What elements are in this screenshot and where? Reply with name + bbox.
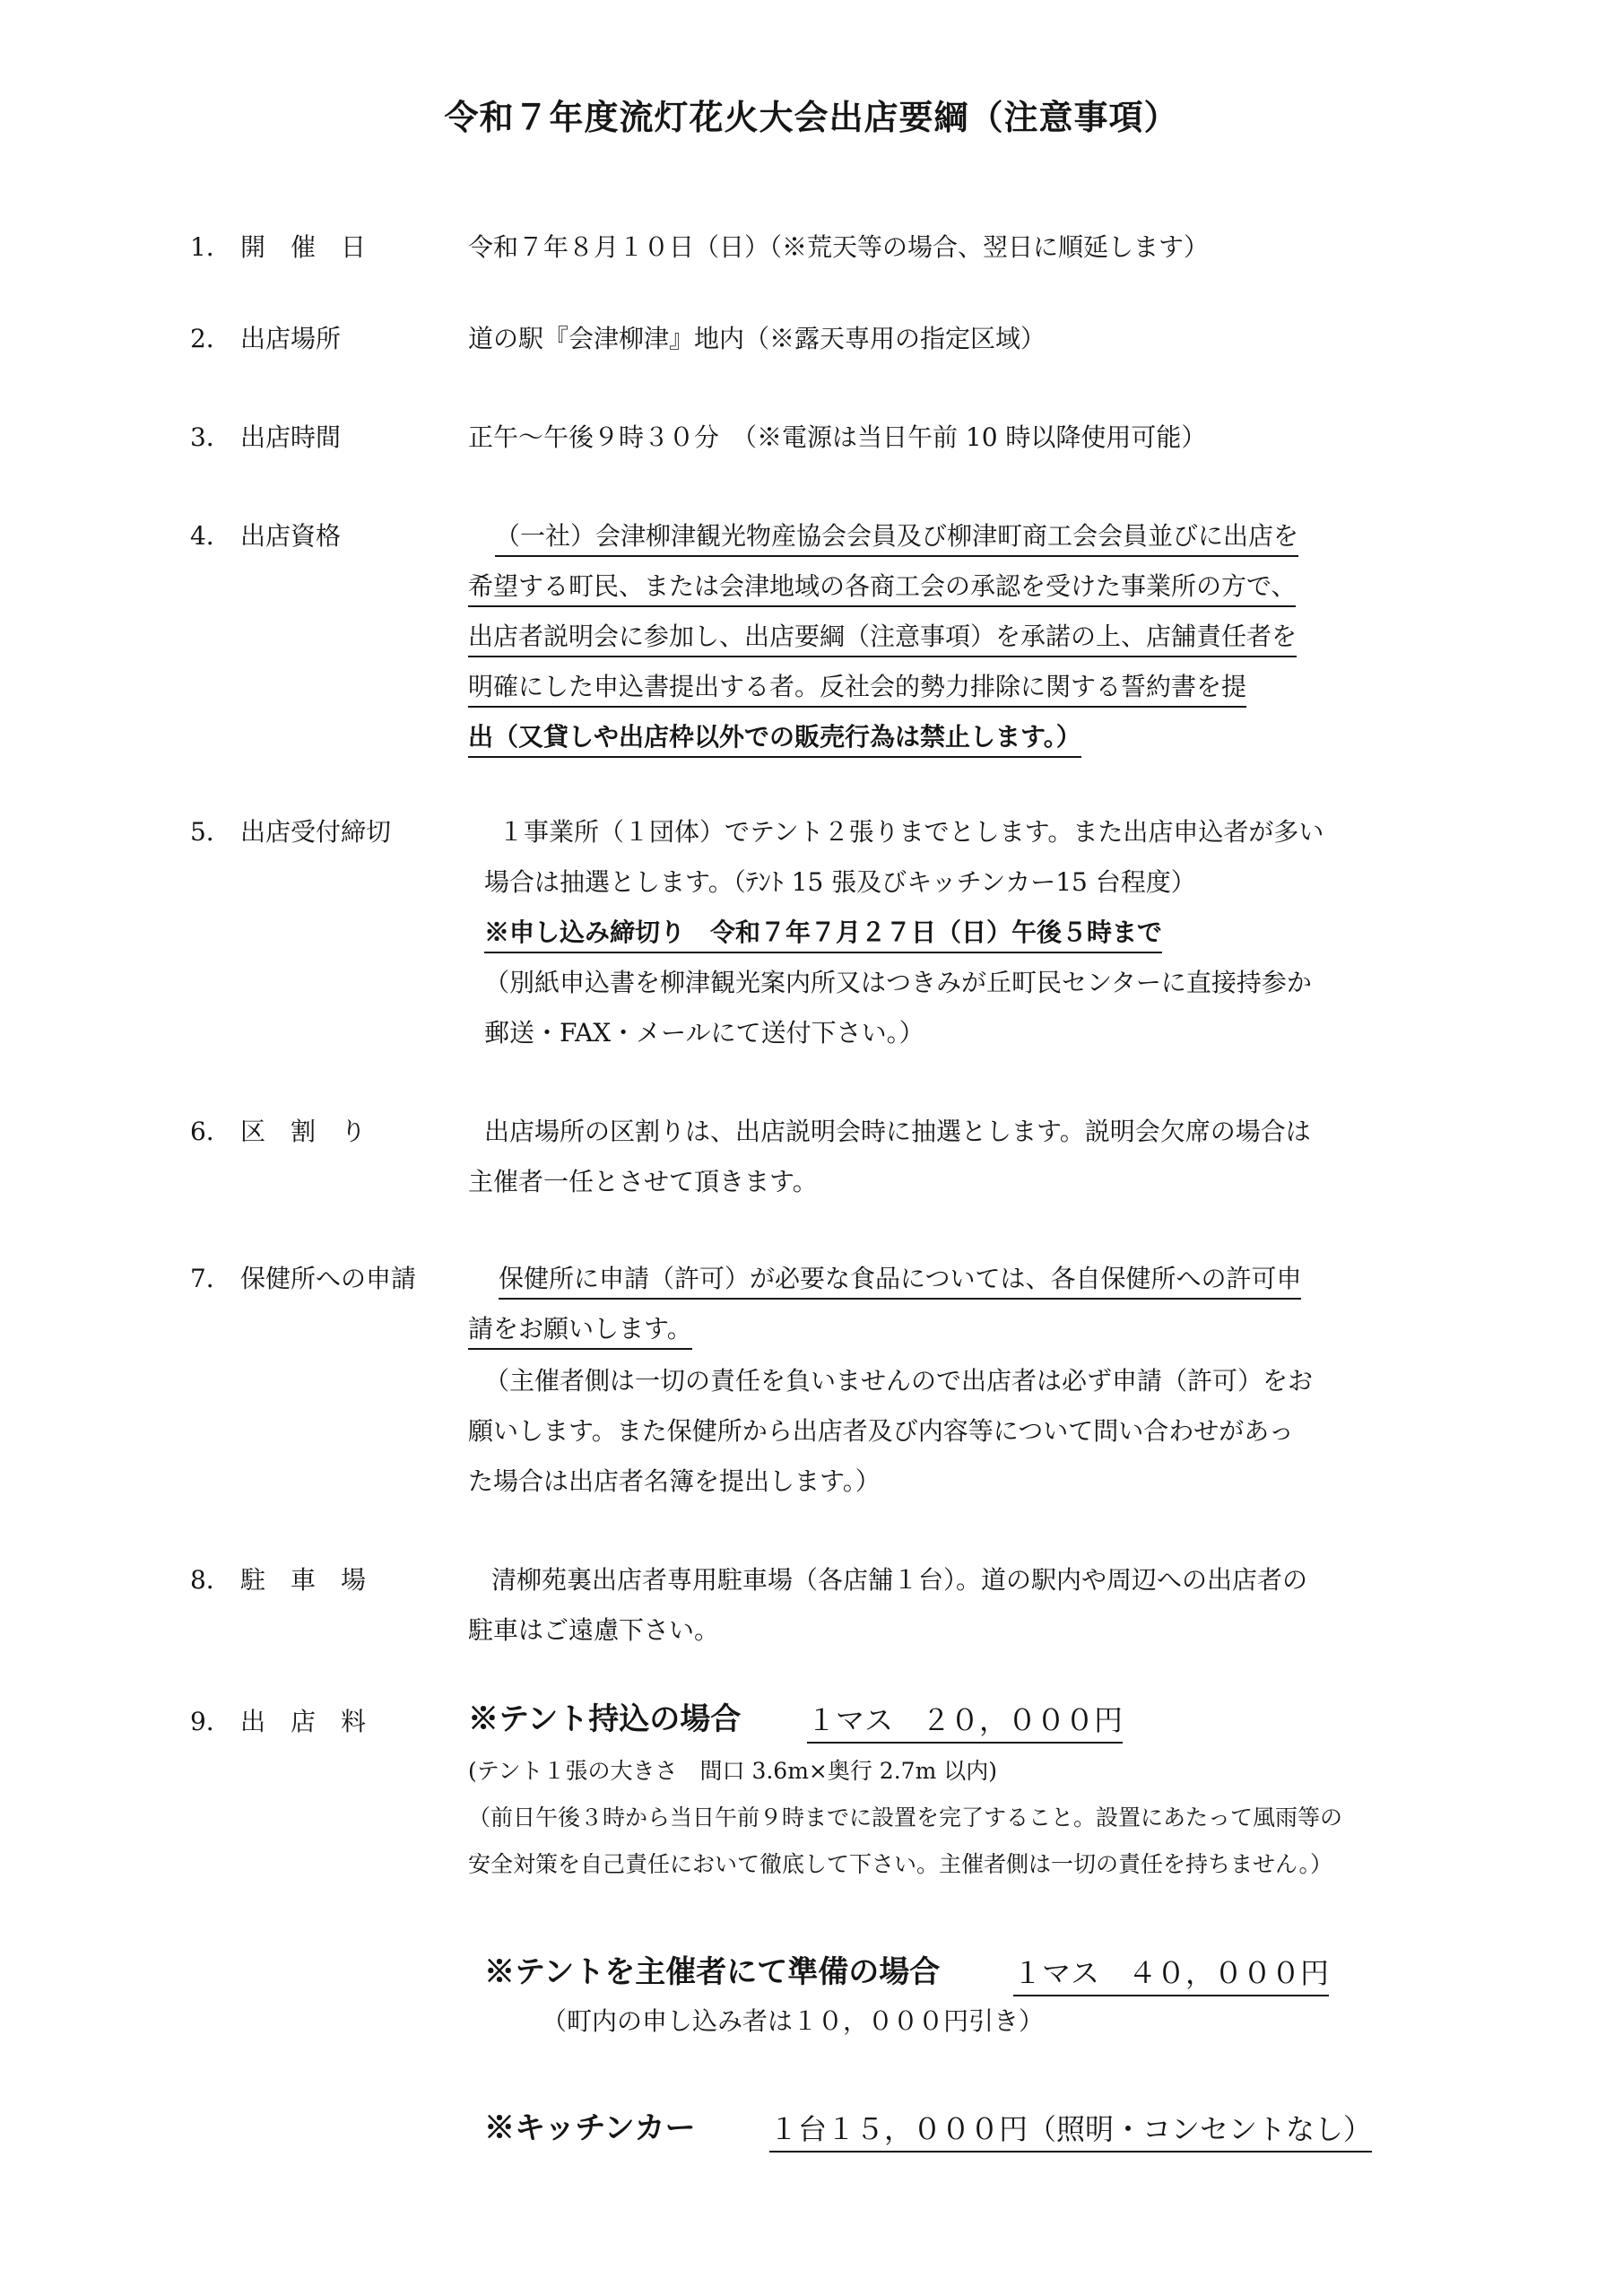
fee-kitchen-car-price: １台１５，０００円（照明・コンセントなし） — [769, 2112, 1372, 2152]
section-5-number: 5． — [190, 817, 231, 847]
section-4-line-4: 明確にした申込書提出する者。反社会的勢力排除に関する誓約書を提 — [468, 672, 1246, 708]
section-4-line-1: （一社）会津柳津観光物産協会会員及び柳津町商工会会員並びに出店を — [495, 521, 1298, 557]
fee-setup-note-1: （前日午後３時から当日午前９時までに設置を完了すること。設置にあたって風雨等の — [468, 1805, 1343, 1831]
section-5-line-1: １事業所（１団体）でテント２張りまでとします。また出店申込者が多い — [499, 817, 1324, 847]
section-8-line-2: 駐車はご遠慮下さい。 — [468, 1615, 720, 1645]
section-4-number: 4． — [190, 521, 231, 551]
fee-town-discount: （町内の申し込み者は１０，０００円引き） — [542, 2006, 1045, 2036]
section-1-line-1: 令和７年８月１０日（日）（※荒天等の場合、翌日に順延します） — [468, 232, 1210, 262]
section-7-line-4: 願いします。また保健所から出店者及び内容等について問い合わせがあっ — [468, 1416, 1294, 1446]
fee-tent-organizer-price: １マス ４０，０００円 — [1013, 1956, 1329, 1996]
section-2-number: 2． — [190, 324, 231, 353]
fee-kitchen-car-label: ※キッチンカー — [484, 2110, 696, 2146]
section-9-number: 9． — [190, 1707, 231, 1736]
section-7-line-1: 保健所に申請（許可）が必要な食品については、各自保健所への許可申 — [499, 1264, 1301, 1300]
section-5-line-5: 郵送・FAX・メールにて送付下さい。） — [484, 1018, 924, 1048]
fee-tent-own-price: １マス ２０，０００円 — [807, 1703, 1123, 1744]
fee-tent-organizer-label: ※テントを主催者にて準備の場合 — [484, 1954, 941, 1990]
fee-setup-note-2: 安全対策を自己責任において徹底して下さい。主催者側は一切の責任を持ちません。） — [468, 1851, 1333, 1877]
section-7-label: 保健所への申請 — [240, 1264, 417, 1293]
section-7-line-5: た場合は出店者名簿を提出します。） — [468, 1466, 881, 1496]
section-7-line-2: 請をお願いします。 — [468, 1314, 692, 1350]
section-5-label: 出店受付締切 — [240, 817, 392, 847]
section-2-label: 出店場所 — [240, 324, 342, 353]
section-8-label: 駐 車 場 — [240, 1565, 367, 1595]
section-2-line-1: 道の駅『会津柳津』地内（※露天専用の指定区域） — [468, 324, 1046, 353]
section-5-line-4: （別紙申込書を柳津観光案内所又はつきみが丘町民センターに直接持参か — [484, 968, 1312, 997]
section-4-line-2: 希望する町民、または会津地域の各商工会の承認を受けた事業所の方で、 — [468, 571, 1296, 607]
section-6-label: 区 割 り — [240, 1117, 367, 1146]
section-7-line-3: （主催者側は一切の責任を負いませんので出店者は必ず申請（許可）をお — [484, 1366, 1314, 1396]
section-3-number: 3． — [190, 422, 231, 452]
section-3-label: 出店時間 — [240, 422, 342, 452]
section-6-line-1: 出店場所の区割りは、出店説明会時に抽選とします。説明会欠席の場合は — [484, 1117, 1311, 1146]
section-8-number: 8． — [190, 1565, 231, 1595]
section-3-line-1: 正午～午後９時３０分 （※電源は当日午前 10 時以降使用可能） — [468, 422, 1207, 452]
section-6-line-2: 主催者一任とさせて頂きます。 — [468, 1167, 818, 1196]
section-8-line-1: 清柳苑裏出店者専用駐車場（各店舗１台）。道の駅内や周辺への出店者の — [491, 1565, 1308, 1595]
section-4-label: 出店資格 — [240, 521, 342, 551]
section-5-deadline: ※申し込み締切り 令和７年７月２７日（日）午後５時まで — [484, 918, 1162, 953]
section-7-number: 7． — [190, 1264, 231, 1293]
section-5-line-2: 場合は抽選とします。（ﾃﾝﾄ 15 張及びキッチンカー15 台程度） — [484, 867, 1196, 897]
section-4-line-3: 出店者説明会に参加し、出店要綱（注意事項）を承諾の上、店舗責任者を — [468, 622, 1297, 657]
section-1-number: 1． — [190, 232, 231, 262]
fee-tent-size-note: (テント１張の大きさ 間口 3.6m×奥行 2.7m 以内) — [468, 1758, 997, 1784]
section-9-label: 出 店 料 — [240, 1707, 367, 1736]
fee-tent-own-label: ※テント持込の場合 — [468, 1701, 742, 1737]
section-6-number: 6． — [190, 1117, 231, 1146]
section-1-label: 開 催 日 — [240, 232, 367, 262]
section-4-line-5: 出（又貸しや出店枠以外での販売行為は禁止します。） — [468, 722, 1081, 758]
document-title: 令和７年度流灯花火大会出店要綱（注意事項） — [444, 97, 1179, 137]
